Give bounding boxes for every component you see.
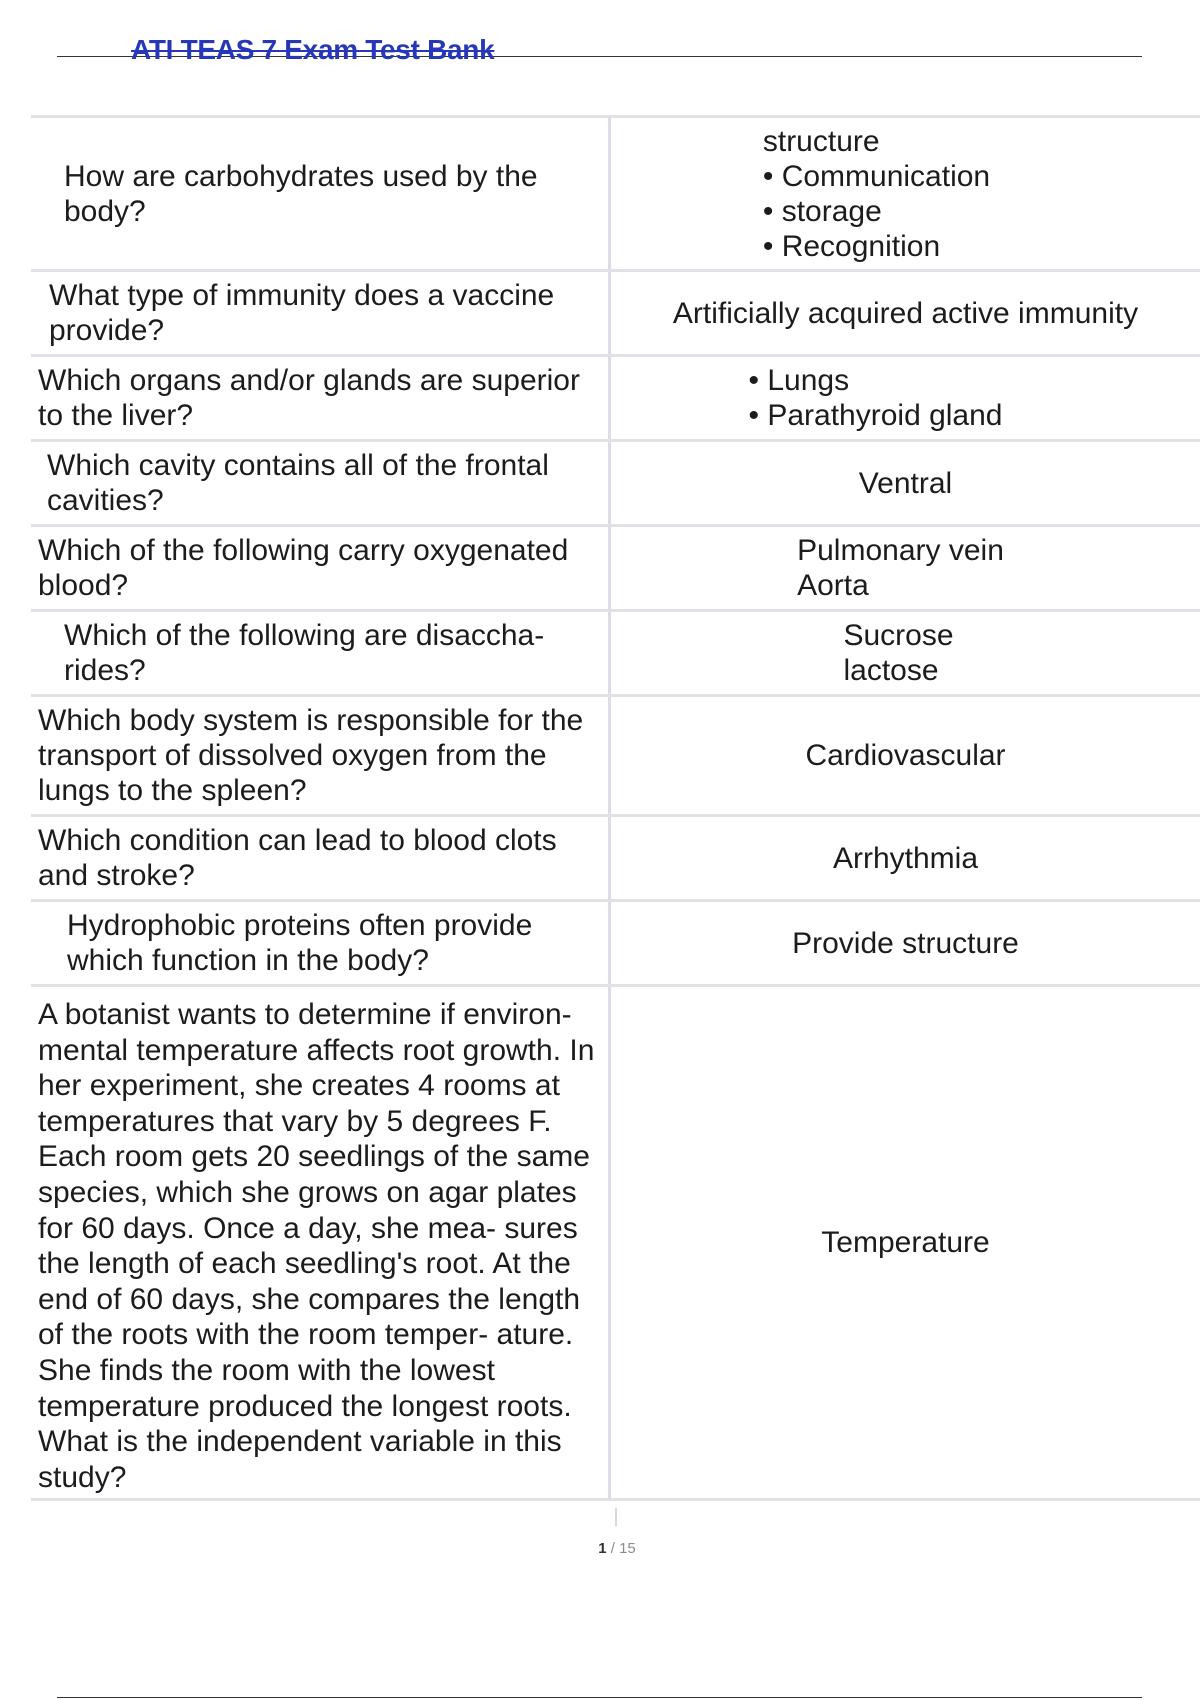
page-divider-tick xyxy=(615,1508,617,1526)
answer-cell: Provide structure xyxy=(792,926,1019,960)
answer-line: • Lungs xyxy=(748,364,850,397)
answer-cell xyxy=(611,527,1200,609)
question-cell: Which cavity contains all of the frontal cavities? xyxy=(31,442,611,524)
question-cell: Hydrophobic proteins often provide which function in the body? xyxy=(31,902,611,984)
answer-line: Pulmonary vein xyxy=(797,534,1004,567)
question-cell: Which body system is responsible for the transport of dissolved oxygen from the lungs to the spleen? xyxy=(31,697,611,814)
page-current: 1 xyxy=(598,1540,607,1557)
answer-cell xyxy=(611,357,1200,439)
answer-line: Sucrose xyxy=(843,619,954,652)
question-cell: Which condition can lead to blood clots and stroke? xyxy=(31,817,611,899)
table-row xyxy=(31,524,1200,609)
table-row xyxy=(31,439,1200,524)
answer-line: • Parathyroid gland xyxy=(748,399,1003,432)
footer-rule xyxy=(57,1697,1142,1698)
answer-line: lactose xyxy=(843,654,939,687)
question-cell: A botanist wants to determine if environ- mental temperature affects root growth. In her experiment, she creates 4 rooms at temperatures that vary by 5 degrees F. Each room gets 20 seedlings of the same species, which she grows on agar plates for 60 days. Once a day, she mea- sures the length of each seedling's root. At the end of 60 days, she compares the length of the roots with the room temper- ature. She finds the room with the lowest temperature produced the longest roots. What is the independent variable in this study? xyxy=(31,987,611,1498)
answer-line: • storage xyxy=(762,194,882,228)
question-cell: What type of immunity does a vaccine provide? xyxy=(31,272,611,354)
answer-line: Aorta xyxy=(797,569,869,602)
table-row xyxy=(31,609,1200,694)
answer-cell: Arrhythmia xyxy=(832,841,979,875)
answer-line: • Recognition xyxy=(762,229,941,263)
answer-cell: Temperature xyxy=(821,1226,990,1259)
table-row xyxy=(31,984,1200,1501)
answer-cell xyxy=(611,118,1200,269)
question-cell: Which of the following carry oxygenated blood? xyxy=(31,527,611,609)
table-row xyxy=(31,899,1200,984)
question-cell: Which of the following are disaccha- rides? xyxy=(31,612,611,694)
answer-cell: Cardiovascular xyxy=(805,739,1006,772)
answer-line: • Communication xyxy=(762,159,991,193)
table-row xyxy=(31,814,1200,899)
question-cell: How are carbohydrates used by the body? xyxy=(31,118,611,269)
answer-cell: Ventral xyxy=(858,466,953,500)
answer-line: structure xyxy=(762,124,880,158)
table-row xyxy=(31,269,1200,354)
table-row xyxy=(31,694,1200,814)
table-row xyxy=(31,115,1200,269)
page-number xyxy=(560,1540,674,1557)
qa-table xyxy=(31,115,1200,1501)
answer-cell: Artificially acquired active immunity xyxy=(672,296,1139,330)
answer-cell xyxy=(611,612,1200,694)
table-row xyxy=(31,354,1200,439)
document-title: ATI TEAS 7 Exam Test Bank xyxy=(131,34,495,65)
page-total: / 15 xyxy=(610,1540,636,1557)
question-cell: Which organs and/or glands are superior to the liver? xyxy=(31,357,611,439)
